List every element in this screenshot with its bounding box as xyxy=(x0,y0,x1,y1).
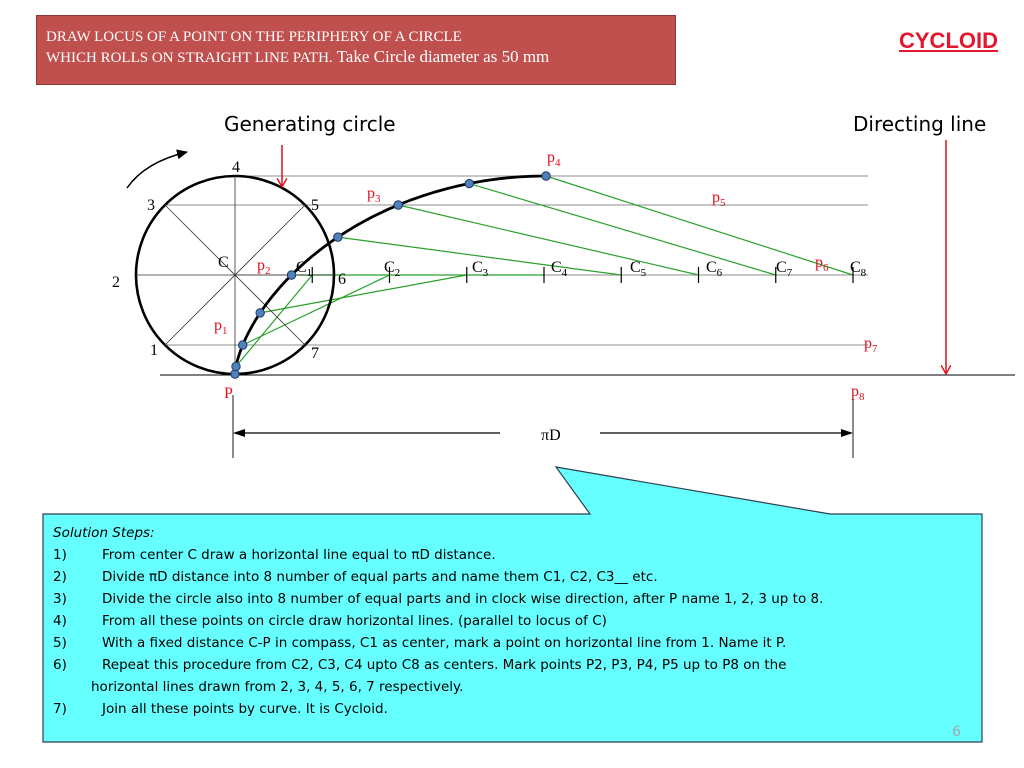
construction-line xyxy=(398,205,698,275)
locus-point-label-subscript: 5 xyxy=(720,197,726,209)
step-number: 6) xyxy=(53,657,67,673)
locus-point-marker xyxy=(465,179,473,187)
locus-point-label xyxy=(257,257,271,277)
center-position-label xyxy=(472,259,489,279)
center-position-label-subscript: 3 xyxy=(482,267,489,279)
circle-division-label: 2 xyxy=(112,274,120,291)
circle-division-label: 3 xyxy=(147,197,155,214)
locus-point-label-subscript: 7 xyxy=(872,343,878,355)
center-position-label-base: C xyxy=(296,259,307,276)
step-item xyxy=(53,632,968,654)
title-line-2-caps: WHICH ROLLS ON STRAIGHT LINE PATH. xyxy=(46,50,333,66)
locus-point-label-subscript: 1 xyxy=(222,325,228,337)
construction-line xyxy=(260,275,467,313)
start-point-label: P xyxy=(224,385,233,402)
locus-point-label xyxy=(367,185,381,205)
center-position-label-base: C xyxy=(551,259,562,276)
center-position-label-base: C xyxy=(472,259,483,276)
locus-point-label-base: p xyxy=(712,189,720,206)
locus-point-marker xyxy=(232,362,240,370)
center-position-label-subscript: 4 xyxy=(561,267,568,279)
locus-point-label-subscript: 6 xyxy=(823,262,829,274)
step-text: Join all these points by curve. It is Cycloid. xyxy=(102,701,388,717)
center-position-label-base: C xyxy=(706,259,717,276)
step-item xyxy=(53,566,968,588)
steps-intro: Solution Steps: xyxy=(53,525,155,541)
locus-point-label-subscript: 8 xyxy=(859,391,865,403)
center-position-label-base: C xyxy=(630,259,641,276)
locus-point-label xyxy=(815,254,829,274)
circle-division-label: 5 xyxy=(311,197,319,214)
slide-heading: CYCLOID xyxy=(899,28,998,53)
step-item xyxy=(53,544,968,566)
step-item xyxy=(53,588,968,610)
locus-point-label-base: p xyxy=(257,257,265,274)
locus-point-label xyxy=(712,189,726,209)
locus-point-label xyxy=(214,317,228,337)
construction-line xyxy=(236,275,312,366)
center-position-label-subscript: 7 xyxy=(786,267,793,279)
locus-point-marker xyxy=(287,271,295,279)
locus-point-label-subscript: 2 xyxy=(265,265,271,277)
construction-line xyxy=(243,275,390,345)
title-line-2-diameter: Take Circle diameter as 50 mm xyxy=(332,47,550,66)
center-position-label-subscript: 5 xyxy=(640,267,647,279)
locus-point-label xyxy=(547,149,561,169)
step-item xyxy=(53,698,968,720)
locus-point-marker xyxy=(231,370,239,378)
steps-list xyxy=(53,544,968,676)
page-number: 6 xyxy=(952,724,961,740)
locus-point-marker xyxy=(394,201,402,209)
center-label: C xyxy=(218,254,229,271)
construction-line xyxy=(546,176,853,275)
step-item xyxy=(53,654,968,676)
center-position-label-subscript: 6 xyxy=(716,267,723,279)
circle-division-label: 4 xyxy=(232,159,240,176)
step-number: 4) xyxy=(53,613,67,629)
locus-point-label-subscript: 3 xyxy=(375,193,381,205)
step-6-continuation: horizontal lines drawn from 2, 3, 4, 5, 6, 7 respectively. xyxy=(91,679,464,695)
center-position-label-base: C xyxy=(384,259,395,276)
center-position-label-subscript: 1 xyxy=(306,267,313,279)
circle-division-label: 1 xyxy=(150,342,158,359)
step-item xyxy=(53,610,968,632)
center-position-label xyxy=(706,259,723,279)
locus-point-label-base: p xyxy=(547,149,555,166)
center-position-label-base: C xyxy=(850,259,861,276)
solution-steps xyxy=(43,514,978,740)
locus-point-label-base: p xyxy=(214,317,222,334)
step-number: 2) xyxy=(53,569,67,585)
step-text: From all these points on circle draw horizontal lines. (parallel to locus of C) xyxy=(102,613,607,629)
pi-d-label: πD xyxy=(541,427,561,444)
locus-point-label-subscript: 4 xyxy=(555,157,561,169)
directing-line-label: Directing line xyxy=(853,112,987,136)
center-position-label-base: C xyxy=(776,259,787,276)
circle-division-label: 6 xyxy=(338,271,346,288)
title-line-1: DRAW LOCUS OF A POINT ON THE PERIPHERY OF A CIRCLE xyxy=(46,29,462,45)
locus-point-label-base: p xyxy=(864,335,872,352)
step-number: 5) xyxy=(53,635,67,651)
center-position-label xyxy=(296,259,312,279)
step-number: 1) xyxy=(53,547,67,563)
locus-point-marker xyxy=(239,341,247,349)
locus-point-label-base: p xyxy=(815,254,823,271)
step-text: Divide the circle also into 8 number of equal parts and in clock wise direction, after P name 1, 2, 3 up to 8. xyxy=(102,591,824,607)
step-text: Divide πD distance into 8 number of equal parts and name them C1, C2, C3__ etc. xyxy=(102,569,658,585)
circle-division-label: 7 xyxy=(311,345,319,362)
rotation-arrow xyxy=(127,152,187,188)
center-position-label-subscript: 8 xyxy=(860,267,867,279)
circle-division-labels xyxy=(112,159,346,362)
step-text: Repeat this procedure from C2, C3, C4 upto C8 as centers. Mark points P2, P3, P4, P5 up to P8 on the xyxy=(102,657,787,673)
step-number: 7) xyxy=(53,701,67,717)
center-position-label xyxy=(551,259,568,279)
locus-point-marker xyxy=(542,172,550,180)
center-position-label xyxy=(776,259,793,279)
step-text: With a fixed distance C-P in compass, C1 as center, mark a point on horizontal line from 1. Name it P. xyxy=(102,635,787,651)
pi-d-dimension xyxy=(233,395,853,458)
center-position-labels xyxy=(296,259,867,279)
step-text: From center C draw a horizontal line equal to πD distance. xyxy=(102,547,496,563)
step-number: 3) xyxy=(53,591,67,607)
locus-point-marker xyxy=(256,309,264,317)
center-position-label-subscript: 2 xyxy=(394,267,401,279)
generating-circle-label: Generating circle xyxy=(224,112,396,136)
locus-point-label-base: p xyxy=(851,383,859,400)
locus-point-marker xyxy=(334,233,342,241)
locus-point-label xyxy=(864,335,878,355)
locus-point-label-base: p xyxy=(367,185,375,202)
locus-point-labels xyxy=(214,149,878,403)
